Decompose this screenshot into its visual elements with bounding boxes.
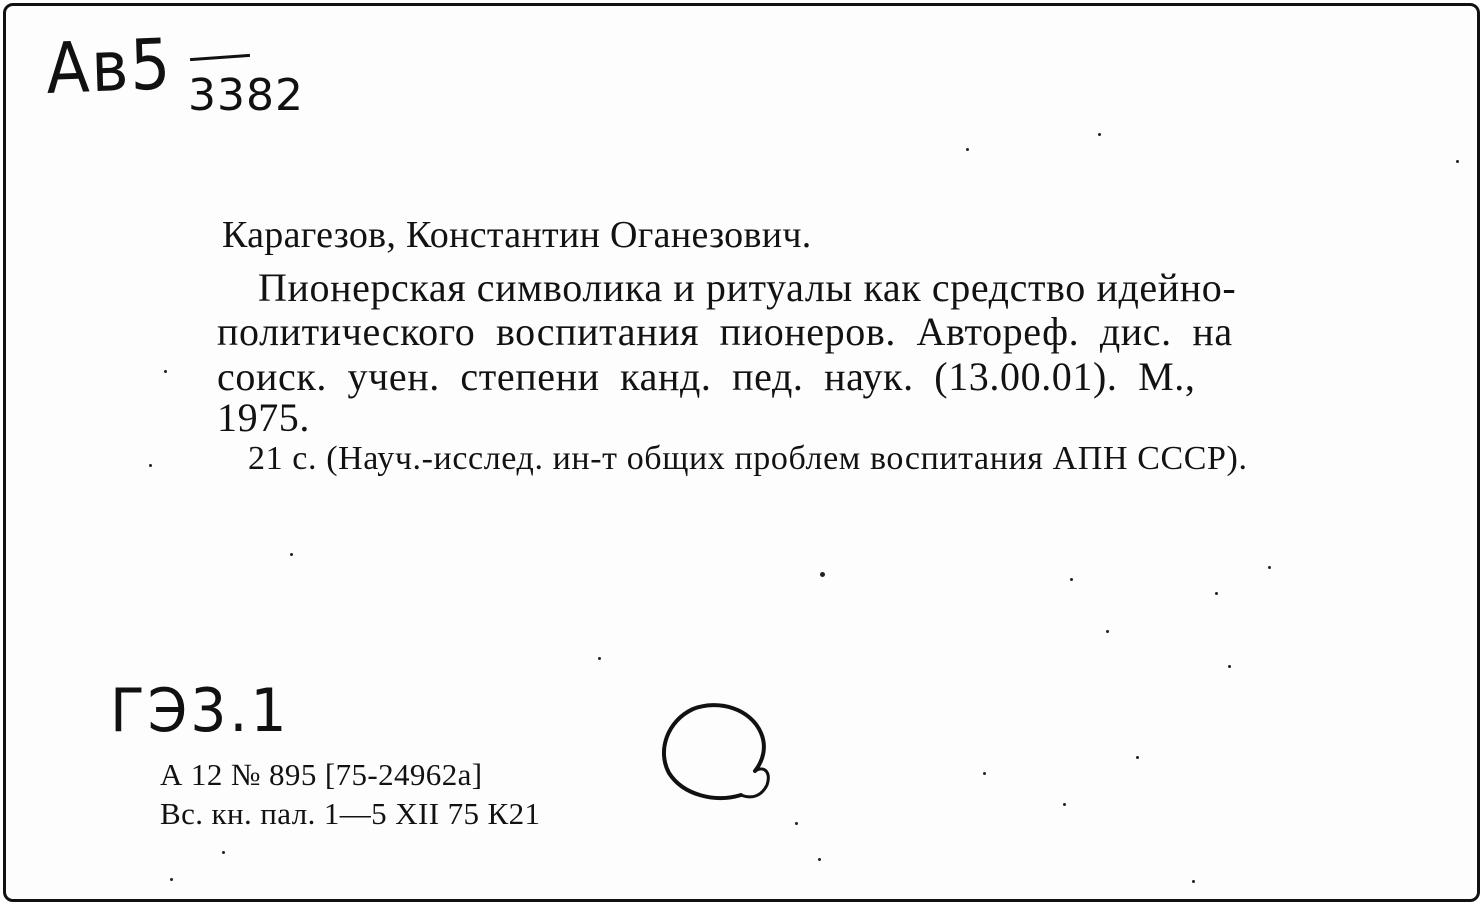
title-line-1: Пионерская символика и ритуалы как средство идейно- [258,265,1237,310]
shelf-mark-number: 3382 [188,70,304,121]
registry-line-2: Вс. кн. пал. 1—5 XII 75 К21 [160,796,541,831]
scan-speck [795,822,798,825]
shelf-mark: Ав5 [45,23,174,110]
scan-speck [1098,133,1101,136]
scan-speck [1106,630,1109,633]
scan-speck [818,858,821,861]
classification-code: ГЭ3.1 [110,676,290,746]
scan-speck [290,553,293,556]
scan-speck [1136,756,1139,759]
scan-speck [1456,160,1459,163]
title-line-2: политического воспитания пионеров. Автореф. дис. на [217,309,1233,354]
scan-speck [966,148,969,151]
scan-speck [1063,803,1066,806]
pages-note: 21 с. (Науч.-исслед. ин-т общих проблем воспитания АПН СССР). [248,440,1248,477]
scan-speck [164,370,167,373]
scan-speck [149,464,152,467]
scan-speck [1192,880,1195,883]
scan-speck [1215,592,1218,595]
scan-speck [820,572,825,577]
title-line-3: соиск. учен. степени канд. пед. наук. (13.00.01). М., [217,354,1196,399]
scan-speck [222,851,225,854]
registry-line-1: А 12 № 895 [75-24962а] [160,757,483,792]
scan-speck [1070,578,1073,581]
scan-speck [170,878,173,881]
author-heading: Карагезов, Константин Оганезович. [222,214,812,256]
title-line-4: 1975. [217,395,310,440]
scan-speck [1228,665,1231,668]
stamp-outline-icon [655,695,785,815]
scan-speck [983,772,986,775]
scan-speck [1268,566,1271,569]
scan-speck [598,657,601,660]
